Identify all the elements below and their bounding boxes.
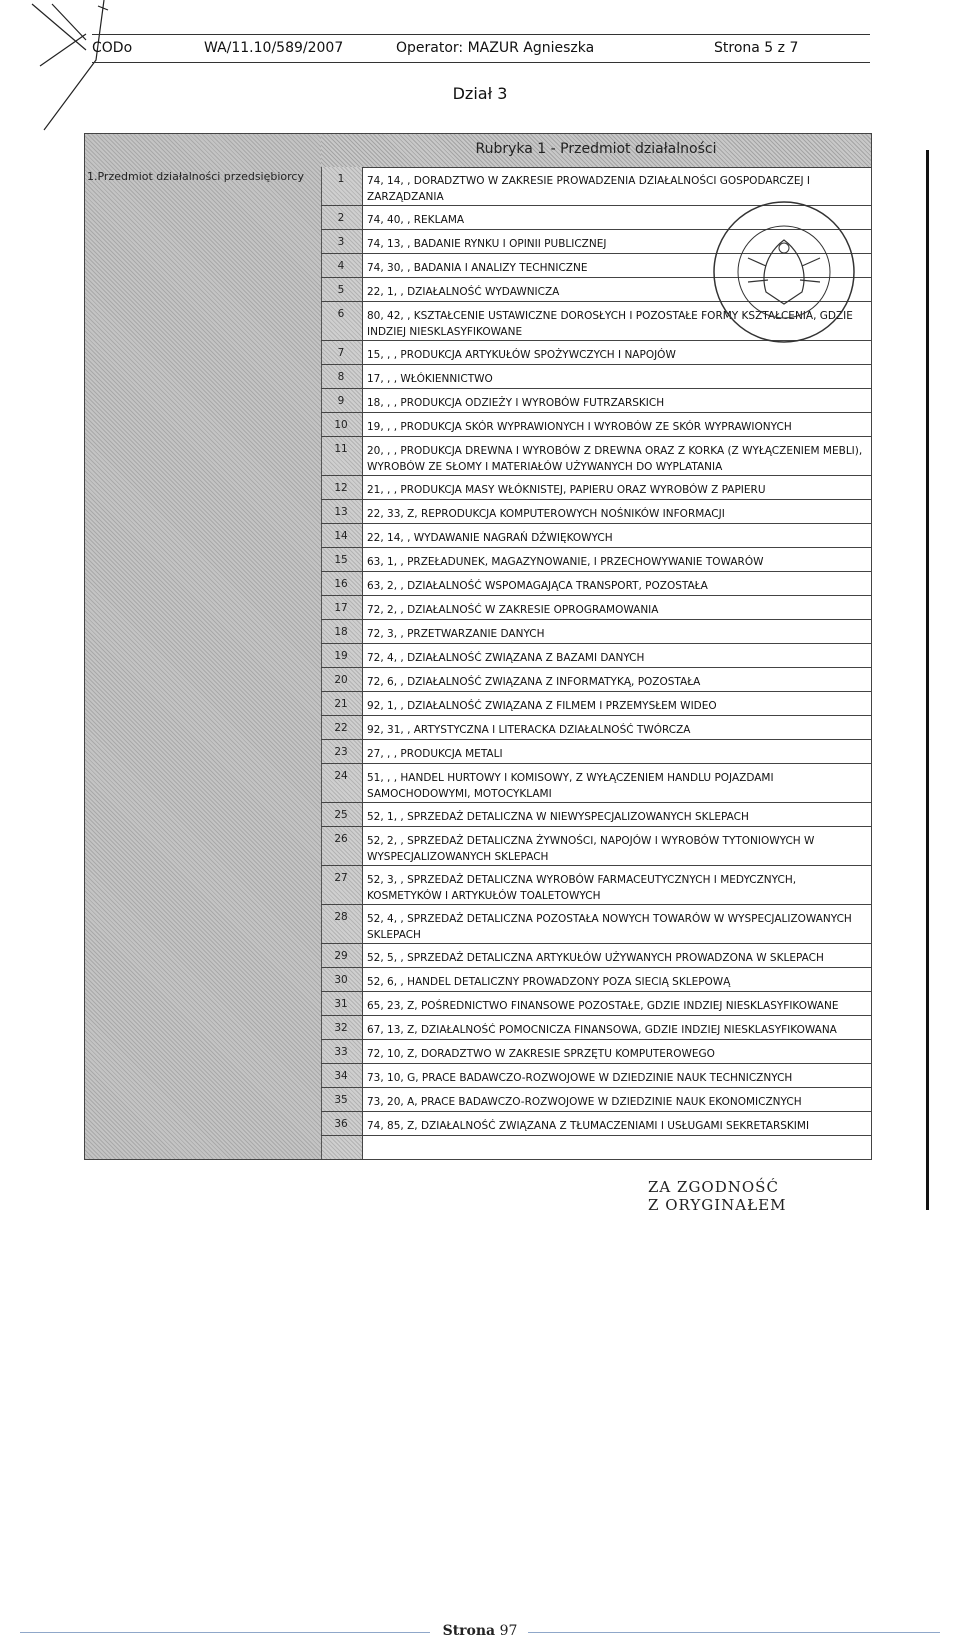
corner-scribble-icon [0, 0, 120, 140]
row-number: 30 [334, 974, 348, 986]
row-number: 20 [334, 674, 348, 686]
row-number: 25 [334, 809, 348, 821]
table-row [321, 437, 871, 476]
row-activity-text: 92, 1, , DZIAŁALNOŚĆ ZWIĄZANA Z FILMEM I PRZEMYSŁEM WIDEO [367, 700, 717, 712]
header-case-number: WA/11.10/589/2007 [204, 40, 344, 56]
row-number: 5 [337, 284, 345, 296]
table-row [321, 764, 871, 803]
row-activity-text: 22, 33, Z, REPRODUKCJA KOMPUTEROWYCH NOŚNIKÓW INFORMACJI [367, 508, 725, 520]
row-number: 26 [334, 833, 348, 845]
table-row [321, 389, 871, 413]
table-row [321, 1112, 871, 1136]
row-activity-text: 74, 13, , BADANIE RYNKU I OPINII PUBLICZNEJ [367, 238, 607, 250]
row-number: 33 [334, 1046, 348, 1058]
table-row [321, 992, 871, 1016]
row-number: 24 [334, 770, 348, 782]
row-activity-text: 63, 1, , PRZEŁADUNEK, MAGAZYNOWANIE, I PRZECHOWYWANIE TOWARÓW [367, 556, 764, 568]
row-activity-text: 80, 42, , KSZTAŁCENIE USTAWICZNE DOROSŁYCH I POZOSTAŁE FORMY KSZTAŁCENIA, GDZIE INDZIEJ NIESKLASYFIKOWANE [367, 310, 853, 338]
row-activity-text: 72, 4, , DZIAŁALNOŚĆ ZWIĄZANA Z BAZAMI DANYCH [367, 652, 645, 664]
row-number: 1 [337, 173, 345, 185]
row-activity-text: 74, 14, , DORADZTWO W ZAKRESIE PROWADZENIA DZIAŁALNOŚCI GOSPODARCZEJ I ZARZĄDZANIA [367, 175, 810, 203]
table-row [321, 944, 871, 968]
row-number: 13 [334, 506, 348, 518]
row-number: 12 [334, 482, 348, 494]
table-row [321, 644, 871, 668]
row-number: 21 [334, 698, 348, 710]
row-activity-text: 92, 31, , ARTYSTYCZNA I LITERACKA DZIAŁALNOŚĆ TWÓRCZA [367, 724, 691, 736]
row-activity-text: 72, 10, Z, DORADZTWO W ZAKRESIE SPRZĘTU KOMPUTEROWEGO [367, 1048, 715, 1060]
certified-copy-stamp [648, 1178, 786, 1214]
row-number: 27 [334, 872, 348, 884]
rubric-title: Rubryka 1 - Przedmiot działalności [475, 141, 717, 157]
row-number: 11 [334, 443, 348, 455]
row-number: 6 [337, 308, 345, 320]
row-number: 29 [334, 950, 348, 962]
row-activity-text: 73, 10, G, PRACE BADAWCZO-ROZWOJOWE W DZIEDZINIE NAUK TECHNICZNYCH [367, 1072, 793, 1084]
table-row [321, 905, 871, 944]
row-number: 17 [334, 602, 348, 614]
table-row [321, 968, 871, 992]
header-operator: Operator: MAZUR Agnieszka [396, 40, 595, 56]
row-activity-text: 72, 3, , PRZETWARZANIE DANYCH [367, 628, 545, 640]
row-number: 35 [334, 1094, 348, 1106]
table-row [321, 500, 871, 524]
row-activity-text: 63, 2, , DZIAŁALNOŚĆ WSPOMAGAJĄCA TRANSPORT, POZOSTAŁA [367, 580, 708, 592]
row-number: 4 [337, 260, 345, 272]
row-activity-text: 72, 6, , DZIAŁALNOŚĆ ZWIĄZANA Z INFORMATYKĄ, POZOSTAŁA [367, 676, 701, 688]
table-row [321, 572, 871, 596]
row-activity-text: 18, , , PRODUKCJA ODZIEŻY I WYROBÓW FUTRZARSKICH [367, 397, 665, 409]
row-activity-text: 73, 20, A, PRACE BADAWCZO-ROZWOJOWE W DZIEDZINIE NAUK EKONOMICZNYCH [367, 1096, 802, 1108]
row-number: 2 [337, 212, 345, 224]
section-title: Dział 3 [452, 84, 508, 103]
row-number: 8 [337, 371, 345, 383]
row-activity-text: 74, 30, , BADANIA I ANALIZY TECHNICZNE [367, 262, 588, 274]
row-activity-text: 74, 85, Z, DZIAŁALNOŚĆ ZWIĄZANA Z TŁUMACZENIAMI I USŁUGAMI SEKRETARSKIMI [367, 1120, 810, 1132]
row-number: 34 [334, 1070, 348, 1082]
row-activity-text: 27, , , PRODUKCJA METALI [367, 748, 503, 760]
section-label-column [85, 134, 321, 1159]
row-number: 16 [334, 578, 348, 590]
table-row [321, 716, 871, 740]
row-number: 32 [334, 1022, 348, 1034]
stamp-line-2: Z ORYGINAŁEM [648, 1196, 787, 1214]
document-header [92, 38, 870, 62]
footer-page-number: 97 [499, 1623, 518, 1639]
rubric-header [321, 134, 871, 168]
header-rule-bottom [92, 62, 870, 63]
header-rule-top [92, 34, 870, 35]
row-activity-text: 17, , , WŁÓKIENNICTWO [367, 373, 493, 385]
table-row [321, 1040, 871, 1064]
table-row [321, 524, 871, 548]
row-activity-text: 52, 2, , SPRZEDAŻ DETALICZNA ŻYWNOŚCI, NAPOJÓW I WYROBÓW TYTONIOWYCH W WYSPECJALIZOWANYCH SKLEPACH [367, 835, 815, 863]
table-row [321, 668, 871, 692]
table-row [321, 1088, 871, 1112]
table-row [321, 692, 871, 716]
row-number: 28 [334, 911, 348, 923]
row-number: 14 [334, 530, 348, 542]
row-activity-text: 52, 1, , SPRZEDAŻ DETALICZNA W NIEWYSPECJALIZOWANYCH SKLEPACH [367, 811, 749, 823]
table-row [321, 803, 871, 827]
table-row [321, 827, 871, 866]
table-row [321, 365, 871, 389]
registry-seal-icon [708, 196, 860, 348]
row-activity-text: 67, 13, Z, DZIAŁALNOŚĆ POMOCNICZA FINANSOWA, GDZIE INDZIEJ NIESKLASYFIKOWANA [367, 1024, 837, 1036]
row-number: 36 [334, 1118, 348, 1130]
header-page: Strona 5 z 7 [714, 40, 799, 56]
row-activity-text: 52, 4, , SPRZEDAŻ DETALICZNA POZOSTAŁA NOWYCH TOWARÓW W WYSPECJALIZOWANYCH SKLEPACH [367, 913, 852, 941]
row-number: 23 [334, 746, 348, 758]
row-activity-text: 51, , , HANDEL HURTOWY I KOMISOWY, Z WYŁĄCZENIEM HANDLU POJAZDAMI SAMOCHODOWYMI, MOTOCYKLAMI [367, 772, 774, 800]
row-activity-text: 21, , , PRODUKCJA MASY WŁÓKNISTEJ, PAPIERU ORAZ WYROBÓW Z PAPIERU [367, 484, 766, 496]
stamp-line-1: ZA ZGODNOŚĆ [648, 1178, 779, 1196]
scan-edge-bar [926, 150, 929, 1210]
row-activity-text: 19, , , PRODUKCJA SKÓR WYPRAWIONYCH I WYROBÓW ZE SKÓR WYPRAWIONYCH [367, 421, 792, 433]
row-activity-text: 52, 5, , SPRZEDAŻ DETALICZNA ARTYKUŁÓW UŻYWANYCH PROWADZONA W SKLEPACH [367, 952, 824, 964]
header-app: CODo [92, 40, 133, 56]
footer-label: Strona [442, 1623, 496, 1639]
row-number: 22 [334, 722, 348, 734]
table-row [321, 1016, 871, 1040]
row-number: 15 [334, 554, 348, 566]
row-number: 19 [334, 650, 348, 662]
footer-page-label [0, 1623, 960, 1639]
table-row [321, 620, 871, 644]
row-number: 3 [337, 236, 345, 248]
table-row [321, 476, 871, 500]
footer-rule-right [528, 1632, 940, 1633]
table-row [321, 413, 871, 437]
row-number: 7 [337, 347, 345, 359]
row-activity-text: 20, , , PRODUKCJA DREWNA I WYROBÓW Z DREWNA ORAZ Z KORKA (Z WYŁĄCZENIEM MEBLI), WYROBÓW ZE SŁOMY I MATERIAŁÓW UŻYWANYCH DO WYPLATANIA [367, 445, 863, 473]
row-number: 31 [334, 998, 348, 1010]
row-number: 18 [334, 626, 348, 638]
table-row [321, 740, 871, 764]
row-activity-text: 74, 40, , REKLAMA [367, 214, 465, 226]
table-row [321, 596, 871, 620]
row-number: 10 [334, 419, 348, 431]
row-activity-text: 22, 1, , DZIAŁALNOŚĆ WYDAWNICZA [367, 286, 560, 298]
page-footer [0, 1622, 960, 1642]
row-activity-text: 52, 3, , SPRZEDAŻ DETALICZNA WYROBÓW FARMACEUTYCZNYCH I MEDYCZNYCH, KOSMETYKÓW I ARTYKUŁÓW TOALETOWYCH [367, 874, 797, 902]
row-activity-text: 15, , , PRODUKCJA ARTYKUŁÓW SPOŻYWCZYCH I NAPOJÓW [367, 349, 676, 361]
table-row [321, 548, 871, 572]
row-number: 9 [337, 395, 345, 407]
table-row [321, 866, 871, 905]
row-activity-text: 52, 6, , HANDEL DETALICZNY PROWADZONY POZA SIECIĄ SKLEPOWĄ [367, 976, 731, 988]
row-activity-text: 65, 23, Z, POŚREDNICTWO FINANSOWE POZOSTAŁE, GDZIE INDZIEJ NIESKLASYFIKOWANE [367, 1000, 839, 1012]
table-row [321, 1064, 871, 1088]
section-label: 1.Przedmiot działalności przedsiębiorcy [87, 170, 304, 183]
row-activity-text: 72, 2, , DZIAŁALNOŚĆ W ZAKRESIE OPROGRAMOWANIA [367, 604, 659, 616]
row-activity-text: 22, 14, , WYDAWANIE NAGRAŃ DŹWIĘKOWYCH [367, 532, 613, 544]
